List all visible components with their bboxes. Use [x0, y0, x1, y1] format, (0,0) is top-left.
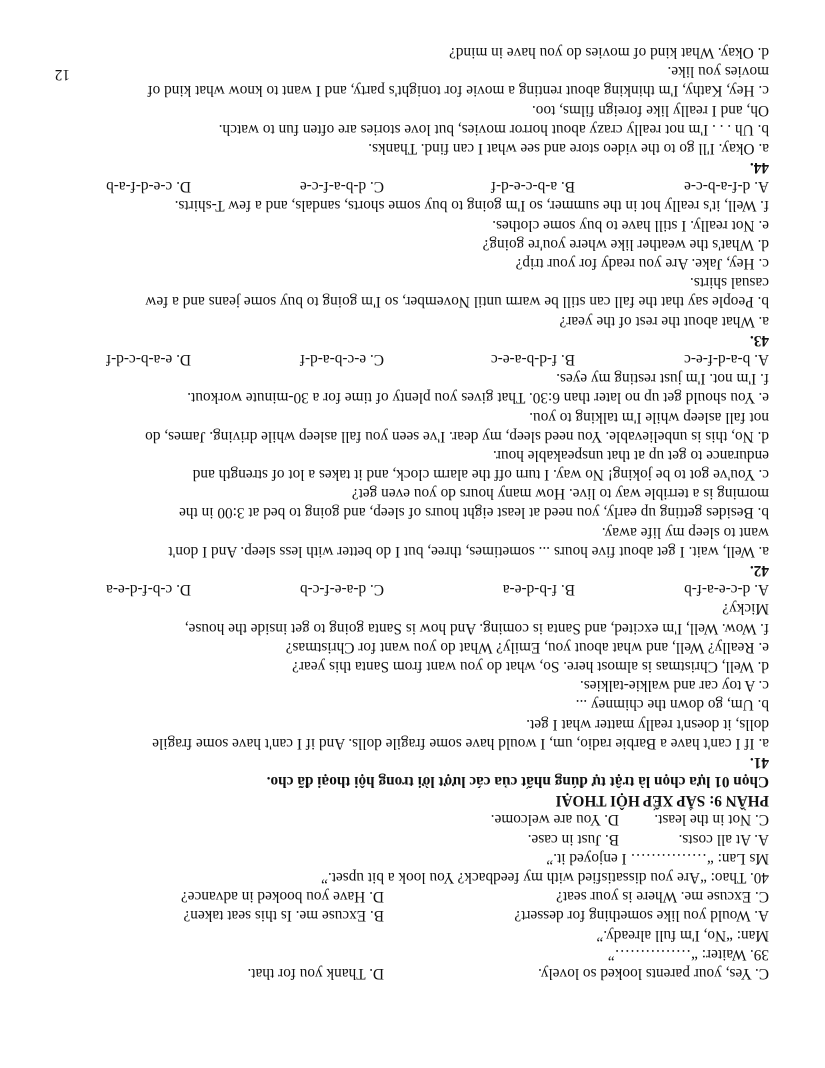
q40-option-b: B. Just in case. [527, 830, 619, 848]
q43-option-d: D. c-e-d-f-a-b [106, 178, 191, 196]
q43-line: f. Well, it's really hot in the summer, so I'm going to buy some shorts, sandals, and a few T-shirts. [174, 197, 769, 215]
question-43 [57, 177, 769, 350]
q38-option-d: D. Thank you for that. [247, 965, 384, 982]
q43-line: b. People say that the fall can still be warm until November, so I'm going to buy some jeans and a few [145, 293, 769, 311]
q41-line: Micky? [722, 600, 769, 618]
q41-option-a: A. d-c-e-a-f-b [684, 581, 769, 599]
q43-line: e. Not really. I still have to buy some clothes. [492, 216, 769, 234]
q41-option-d: D. c-b-f-d-e-a [106, 581, 191, 599]
q43-line: d. What's the weather like where you're going? [482, 235, 769, 253]
q39-options-cd [57, 887, 769, 906]
q42-option-b: B. f-d-b-a-e-c [490, 351, 575, 368]
q40-prompt: 40. Thao: “Are you dissatisfied with my feedback? You look a bit upset.” [321, 869, 769, 887]
q41-option-b: B. f-b-d-e-a [502, 581, 575, 599]
q42-line: not fall asleep while I'm talking to you. [529, 408, 769, 426]
q41-line: c. A toy car and walkie-talkies. [579, 677, 769, 695]
q39-option-d: D. Have you booked in advance? [180, 888, 384, 906]
q43-option-b: B. a-b-c-e-d-f [490, 178, 575, 196]
q41-line: b. Um, go down the chimney ... [575, 696, 769, 714]
q43-option-a: A. d-f-a-b-c-e [684, 178, 769, 196]
q40-option-d: D. You are welcome. [490, 811, 619, 829]
q44-number: 44. [749, 159, 769, 177]
q44-line: Oh, and I really like foreign films, too. [531, 101, 769, 119]
q42-line: want to sleep my life away. [601, 523, 769, 541]
q42-line: b. Besides getting up early, you need at least eight hours of sleep, and going to bed at 3:00 in the [179, 504, 769, 522]
q39-option-c: C. Excuse me. Where is your seat? [556, 888, 769, 906]
q41-line: f. Wow. Well, I'm excited, and Santa is coming. And how is Santa going to get inside the house, [184, 619, 769, 637]
q40-option-a: A. At all costs. [678, 830, 769, 848]
q42-line: e. You should get up no later than 6:30. That gives you plenty of time for a 30-minute workout. [187, 389, 769, 407]
question-44 [54, 43, 769, 177]
q44-line: b. Uh . . . I'm not really crazy about horror movies, but love stories are often fun to watch. [218, 120, 769, 138]
q40-options-ab [57, 830, 769, 849]
q44-line: c. Hey, Kathy, I'm thinking about renting a movie for tonight's party, and I want to know what kind of [147, 82, 769, 100]
q41-line: d. Well, Christmas is almost here. So, what do you want from Santa this year? [292, 658, 769, 675]
q40-option-c: C. Not in the least. [654, 811, 769, 829]
q44-line: a. Okay. I'll go to the video store and see what I can find. Thanks. [368, 139, 769, 157]
q42-number: 42. [749, 562, 769, 580]
q38-options-cd [57, 964, 769, 983]
q39-options-ab [57, 906, 769, 925]
q42-options [57, 350, 769, 369]
q43-option-c: C. d-b-a-f-c-e [299, 178, 384, 196]
q40-response: Ms Lan: “…………… I enjoyed it.” [546, 849, 769, 867]
question-41 [57, 580, 769, 772]
q42-option-c: C. e-c-b-a-d-f [299, 351, 384, 368]
q40-options-cd [57, 810, 769, 829]
q41-line: e. Really? Well, and what about you, Emily? What do you want for Christmas? [285, 638, 769, 656]
q41-options [57, 580, 769, 599]
question-42 [57, 350, 769, 580]
q43-options [57, 177, 769, 196]
q41-line: a. If I can't have a Barbie radio, um, I would have some fragile dolls. And if I can't have some fragile [152, 734, 769, 752]
question-39 [57, 887, 769, 964]
q41-option-c: C. d-a-e-f-c-b [299, 581, 384, 599]
q39-option-b: B. Excuse me. Is this seat taken? [183, 907, 384, 925]
q42-option-a: A. b-a-d-f-e-c [684, 351, 769, 368]
q42-line: a. Well, wait. I get about five hours ... sometimes, three, but I do better with less sleep. And I don't [168, 542, 769, 560]
q43-line: a. What about the rest of the year? [559, 312, 769, 330]
q42-option-d: D. e-a-b-c-d-f [106, 351, 191, 368]
question-40 [57, 810, 769, 887]
q39-response: Man: “No, I'm full already.” [596, 926, 769, 944]
section-title: PHẦN 9: SẮP XẾP HỘI THOẠI [555, 792, 769, 810]
section-instruction: Chọn 01 lựa chọn là trật tự đúng nhất của các lượt lời trong hội thoại đã cho. [266, 773, 769, 791]
q41-number: 41. [749, 753, 769, 771]
q44-line: movies you like. [667, 63, 769, 81]
page-number: 12 [54, 66, 70, 83]
q39-option-a: A. Would you like something for dessert? [514, 907, 769, 925]
q39-prompt: 39. Waiter: “……………” [607, 945, 769, 963]
q42-line: endurance to get up at that unspeakable hour. [492, 446, 769, 464]
q38-option-c: C. Yes, your parents looked so lovely. [538, 965, 769, 982]
q43-line: c. Hey, Jake. Are you ready for your trip? [515, 255, 769, 273]
q42-line: f. I'm not. I'm just resting my eyes. [556, 370, 769, 388]
q43-number: 43. [749, 331, 769, 349]
q42-line: morning is a terrible way to live. How many hours do you even get? [351, 485, 769, 503]
q43-line: casual shirts. [689, 274, 769, 292]
q42-line: c. You've got to be joking! No way. I turn off the alarm clock, and it takes a lot of strength and [192, 466, 769, 484]
q44-line: d. Okay. What kind of movies do you have in mind? [449, 44, 769, 61]
q41-line: dolls, it doesn't really matter what I get. [526, 715, 769, 733]
q42-line: d. No, this is unbelievable. You need sleep, my dear. I've seen you fall asleep while driving. James, do [145, 427, 769, 445]
page-content [54, 43, 769, 983]
